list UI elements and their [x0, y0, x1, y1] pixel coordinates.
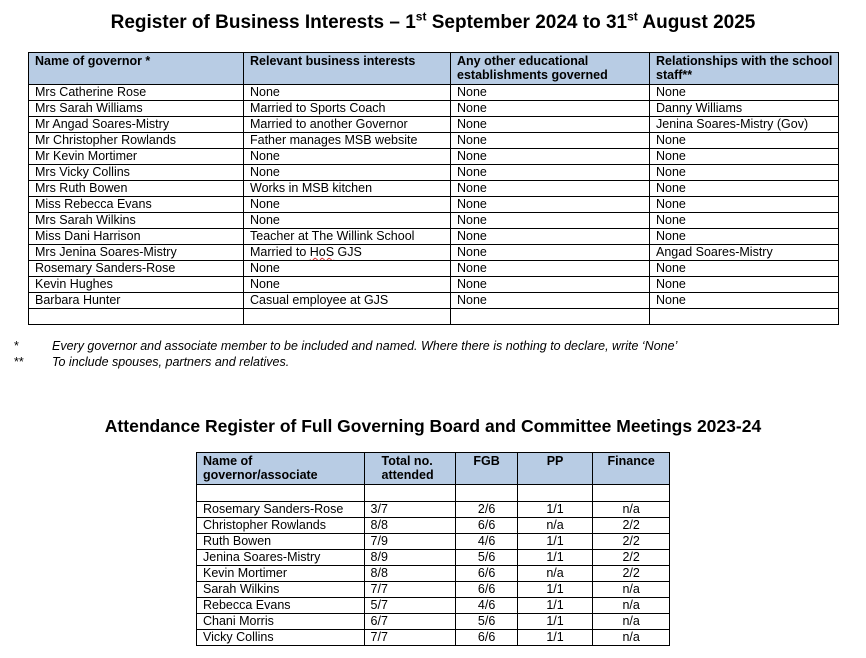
footnote [14, 354, 677, 370]
table-row [29, 197, 839, 213]
table-cell: None [650, 261, 839, 277]
table-row [197, 534, 670, 550]
table-cell: n/a [517, 566, 593, 582]
table-row [29, 85, 839, 101]
table-cell: None [451, 197, 650, 213]
footnotes [14, 338, 677, 370]
table-row [29, 149, 839, 165]
footnote [14, 338, 677, 354]
footnote-text: Every governor and associate member to be included and named. Where there is nothing to declare, write ‘None’ [52, 339, 678, 353]
table-cell: n/a [593, 598, 670, 614]
table-cell: Mr Christopher Rowlands [29, 133, 244, 149]
table-cell: None [650, 149, 839, 165]
table-row [29, 165, 839, 181]
table-cell: n/a [593, 630, 670, 646]
header-cell: Any other educational establishments governed [451, 53, 650, 85]
table-row [29, 229, 839, 245]
table-cell: 8/8 [364, 566, 456, 582]
table-cell: 1/1 [517, 598, 593, 614]
attendance-title: Attendance Register of Full Governing Board and Committee Meetings 2023-24 [104, 416, 762, 436]
table-cell: Miss Rebecca Evans [29, 197, 244, 213]
table-cell: 1/1 [517, 582, 593, 598]
table-header-row [29, 53, 839, 85]
table-cell: 6/7 [364, 614, 456, 630]
table-cell: Married to another Governor [244, 117, 451, 133]
table-row [29, 181, 839, 197]
table-cell: Christopher Rowlands [197, 518, 365, 534]
table-cell: None [451, 149, 650, 165]
spacer-row [197, 485, 670, 502]
table-cell: 1/1 [517, 534, 593, 550]
table-cell: None [650, 181, 839, 197]
table-cell: Mrs Catherine Rose [29, 85, 244, 101]
table-cell: None [244, 197, 451, 213]
table-cell: None [451, 213, 650, 229]
table-cell: None [244, 85, 451, 101]
table-cell: Married to HoS GJS [244, 245, 451, 261]
table-row [197, 614, 670, 630]
table-row [29, 245, 839, 261]
table-header-row [197, 453, 670, 485]
table-cell: 5/6 [456, 614, 517, 630]
table-cell: Rosemary Sanders-Rose [197, 502, 365, 518]
table-cell: Works in MSB kitchen [244, 181, 451, 197]
table-cell: None [451, 277, 650, 293]
table-cell: 1/1 [517, 502, 593, 518]
table-row [29, 117, 839, 133]
table-row [197, 630, 670, 646]
table-cell: Mr Angad Soares-Mistry [29, 117, 244, 133]
table-cell: Mrs Sarah Wilkins [29, 213, 244, 229]
table-cell: None [244, 213, 451, 229]
table-cell: Rosemary Sanders-Rose [29, 261, 244, 277]
table-cell: 6/6 [456, 582, 517, 598]
table-cell: None [650, 197, 839, 213]
table-cell: Sarah Wilkins [197, 582, 365, 598]
table-cell: Rebecca Evans [197, 598, 365, 614]
table-cell: None [451, 117, 650, 133]
table-row [29, 261, 839, 277]
table-row [197, 550, 670, 566]
table-cell: None [451, 245, 650, 261]
table-cell: Danny Williams [650, 101, 839, 117]
table-cell: None [451, 261, 650, 277]
table-cell: n/a [593, 502, 670, 518]
table-cell: None [451, 181, 650, 197]
table-cell: 7/7 [364, 582, 456, 598]
header-cell: Relationships with the school staff** [650, 53, 839, 85]
table-cell: None [650, 293, 839, 309]
table-cell: Chani Morris [197, 614, 365, 630]
header-cell: PP [517, 453, 593, 485]
table-row [29, 293, 839, 309]
table-cell: 4/6 [456, 534, 517, 550]
table-cell: None [650, 229, 839, 245]
header-cell: Relevant business interests [244, 53, 451, 85]
table-cell: 2/2 [593, 566, 670, 582]
table-cell: Vicky Collins [197, 630, 365, 646]
table-cell: None [451, 165, 650, 181]
table-row [197, 566, 670, 582]
header-cell: Total no. attended [364, 453, 456, 485]
table-cell: 6/6 [456, 566, 517, 582]
table-cell: 8/9 [364, 550, 456, 566]
table-cell: None [244, 149, 451, 165]
table-cell: None [244, 165, 451, 181]
table-cell: n/a [517, 518, 593, 534]
table-row [197, 582, 670, 598]
table-cell: None [451, 293, 650, 309]
table-cell: None [244, 261, 451, 277]
table-cell: None [650, 213, 839, 229]
table-cell: None [650, 165, 839, 181]
table-cell: None [451, 133, 650, 149]
table-cell: 5/6 [456, 550, 517, 566]
table-row [29, 213, 839, 229]
table-cell: Angad Soares-Mistry [650, 245, 839, 261]
table-cell: Married to Sports Coach [244, 101, 451, 117]
table-cell: 2/6 [456, 502, 517, 518]
table-cell: None [451, 101, 650, 117]
table-cell: None [650, 133, 839, 149]
footnote-text: To include spouses, partners and relatives. [52, 355, 290, 369]
table-cell: 6/6 [456, 518, 517, 534]
table-row [197, 598, 670, 614]
table-cell: 5/7 [364, 598, 456, 614]
table-cell: Ruth Bowen [197, 534, 365, 550]
table-cell: 2/2 [593, 534, 670, 550]
table-cell: n/a [593, 582, 670, 598]
table-row [29, 101, 839, 117]
footnote-mark: * [14, 339, 19, 353]
table-cell: 1/1 [517, 630, 593, 646]
attendance-table [196, 452, 670, 646]
table-cell: 1/1 [517, 550, 593, 566]
header-cell: Name of governor/associate [197, 453, 365, 485]
table-cell: 8/8 [364, 518, 456, 534]
table-cell: 1/1 [517, 614, 593, 630]
table-cell: None [451, 229, 650, 245]
table-cell: Barbara Hunter [29, 293, 244, 309]
table-cell: None [451, 85, 650, 101]
header-cell: Finance [593, 453, 670, 485]
table-cell: n/a [593, 614, 670, 630]
table-cell: None [650, 85, 839, 101]
table-cell: Miss Dani Harrison [29, 229, 244, 245]
table-cell: Mrs Ruth Bowen [29, 181, 244, 197]
table-row [29, 277, 839, 293]
table-cell: Kevin Hughes [29, 277, 244, 293]
table-cell: Father manages MSB website [244, 133, 451, 149]
header-cell: Name of governor * [29, 53, 244, 85]
table-cell: 3/7 [364, 502, 456, 518]
header-cell: FGB [456, 453, 517, 485]
table-cell: 2/2 [593, 550, 670, 566]
table-cell: 7/7 [364, 630, 456, 646]
table-row [197, 518, 670, 534]
interests-title: Register of Business Interests – 1st September 2024 to 31st August 2025 [110, 9, 756, 33]
table-cell: Jenina Soares-Mistry [197, 550, 365, 566]
table-cell: 7/9 [364, 534, 456, 550]
table-cell: None [650, 277, 839, 293]
table-cell: Mr Kevin Mortimer [29, 149, 244, 165]
table-cell: Mrs Jenina Soares-Mistry [29, 245, 244, 261]
table-cell: None [244, 277, 451, 293]
footnote-mark: ** [14, 355, 24, 369]
table-cell: 6/6 [456, 630, 517, 646]
table-cell: Mrs Vicky Collins [29, 165, 244, 181]
table-cell: 4/6 [456, 598, 517, 614]
table-cell: 2/2 [593, 518, 670, 534]
empty-row [29, 309, 839, 325]
table-cell: Kevin Mortimer [197, 566, 365, 582]
table-cell: Mrs Sarah Williams [29, 101, 244, 117]
table-cell: Jenina Soares-Mistry (Gov) [650, 117, 839, 133]
business-interests-table [28, 52, 839, 325]
table-row [29, 133, 839, 149]
table-row [197, 502, 670, 518]
table-cell: Teacher at The Willink School [244, 229, 451, 245]
table-cell: Casual employee at GJS [244, 293, 451, 309]
